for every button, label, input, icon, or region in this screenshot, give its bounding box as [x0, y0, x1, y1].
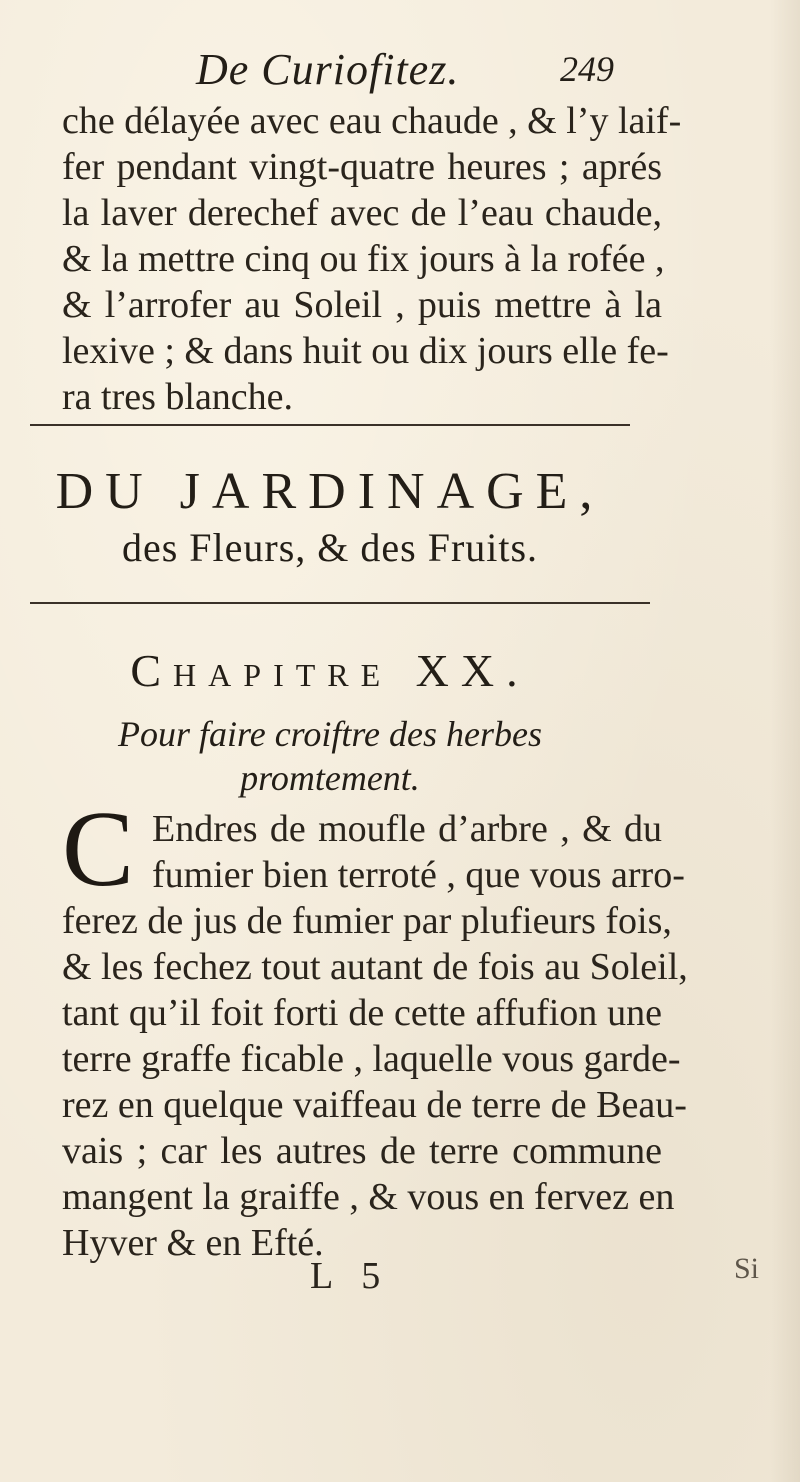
text-line: tant qu’il foit forti de cette affufion une [62, 992, 662, 1034]
page-edge-shadow [770, 0, 800, 1482]
text-line: terre graffe ficable , laquelle vous garde- [62, 1038, 681, 1080]
text-line: ferez de jus de fumier par plufieurs fois, [62, 900, 672, 942]
running-head-title: De Curiofitez. [196, 45, 460, 94]
text-line: fumier bien terroté , que vous arro- [152, 854, 685, 896]
chapter-heading: Chapitre XX. [130, 645, 530, 696]
running-head [0, 44, 800, 94]
text-line: rez en quelque vaiffeau de terre de Beau- [62, 1084, 687, 1126]
text-line: la laver derechef avec de l’eau chaude, [62, 192, 662, 234]
text-line: Endres de moufle d’arbre , & du [152, 808, 662, 850]
text-line: Hyver & en Efté. [62, 1222, 324, 1264]
text-line: & la mettre cinq ou fix jours à la rofée , [62, 238, 665, 280]
text-line: vais ; car les autres de terre commune [62, 1130, 662, 1172]
text-line: mangent la graiffe , & vous en fervez en [62, 1176, 675, 1218]
text-line: lexive ; & dans huit ou dix jours elle fe- [62, 330, 669, 372]
text-line: & l’arrofer au Soleil , puis mettre à la [62, 284, 662, 326]
page-number: 249 [560, 49, 614, 89]
section-subtitle: des Fleurs, & des Fruits. [121, 525, 539, 570]
text-line: ra tres blanche. [62, 376, 294, 418]
chapter-title-line: promtement. [240, 758, 420, 798]
text-line: che délayée avec eau chaude , & l’y laif- [62, 100, 682, 142]
section-rule-bottom [30, 602, 650, 604]
section-title: DU JARDINAGE, [55, 463, 605, 520]
top-paragraph [62, 98, 682, 420]
drop-cap: C [62, 790, 135, 909]
signature-mark: L 5 [310, 1255, 391, 1297]
text-line: fer pendant vingt-quatre heures ; aprés [62, 146, 662, 188]
chapter-title [0, 712, 660, 800]
section-rule-top [30, 424, 630, 426]
text-line: & les fechez tout autant de fois au Soleil, [62, 946, 688, 988]
catchword: Si [734, 1252, 760, 1285]
main-paragraph [62, 806, 688, 1266]
chapter-title-line: Pour faire croiftre des herbes [118, 714, 542, 754]
